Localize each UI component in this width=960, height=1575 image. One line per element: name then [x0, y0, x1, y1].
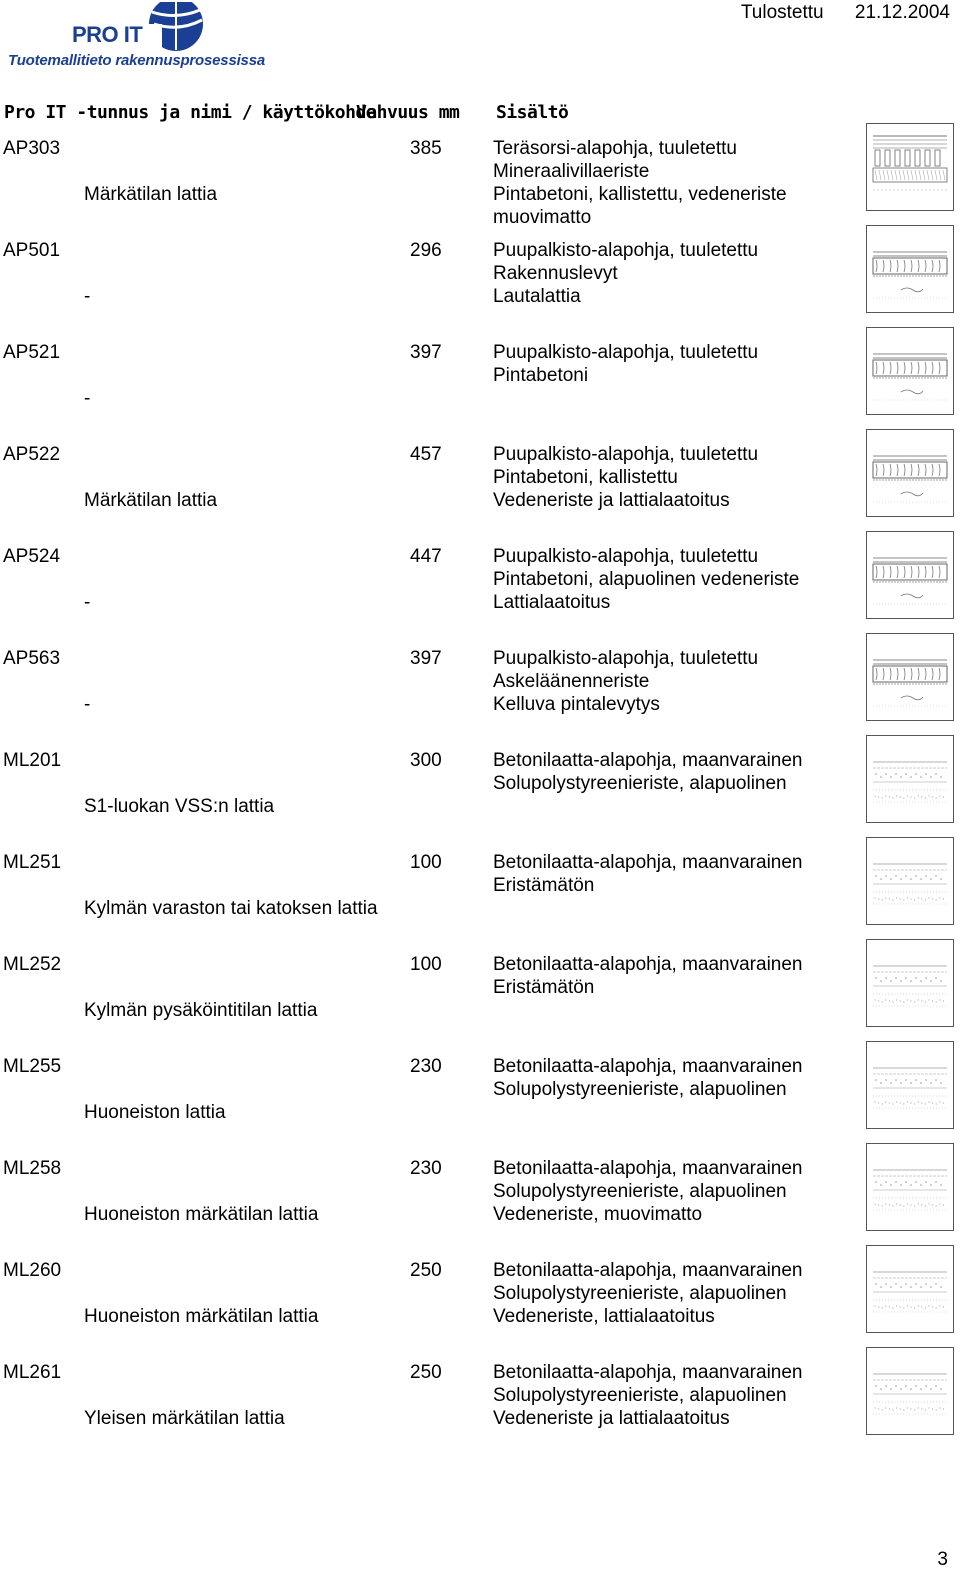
- content-line: Mineraalivillaeriste: [493, 161, 650, 182]
- content-line: Puupalkisto-alapohja, tuuletettu: [493, 342, 759, 363]
- content-line: Askeläänenneriste: [493, 671, 650, 692]
- structure-row: [0, 137, 960, 239]
- structure-content: [493, 749, 803, 795]
- structure-usage: Huoneiston märkätilan lattia: [84, 1306, 319, 1327]
- structure-usage: -: [84, 592, 91, 613]
- structure-code: ML255: [3, 1056, 62, 1077]
- structure-usage: Märkätilan lattia: [84, 490, 218, 511]
- structure-code: AP563: [3, 648, 61, 669]
- structure-usage: Kylmän pysäköintitilan lattia: [84, 1000, 318, 1021]
- structure-code: ML252: [3, 954, 62, 975]
- structure-row: [0, 749, 960, 851]
- content-line: Vedeneriste ja lattialaatoitus: [493, 490, 730, 511]
- ground-slab-section-icon: [866, 939, 954, 1027]
- content-line: Pintabetoni, alapuolinen vedeneriste: [493, 569, 800, 590]
- content-line: Rakennuslevyt: [493, 263, 618, 284]
- structure-code: AP501: [3, 240, 61, 261]
- structure-usage: Huoneiston märkätilan lattia: [84, 1204, 319, 1225]
- structure-content: [493, 1055, 803, 1101]
- structure-thickness: 250: [410, 1362, 442, 1383]
- structure-usage: Kylmän varaston tai katoksen lattia: [84, 898, 378, 919]
- structure-content: [493, 1259, 803, 1328]
- ground-slab-section-icon: [866, 735, 954, 823]
- content-line: Betonilaatta-alapohja, maanvarainen: [493, 1158, 803, 1179]
- structure-row: [0, 953, 960, 1055]
- timber-joist-floor-section-icon: [866, 633, 954, 721]
- structure-usage: -: [84, 694, 91, 715]
- structure-thickness: 300: [410, 750, 442, 771]
- structure-thickness: 385: [410, 138, 442, 159]
- structure-row: [0, 443, 960, 545]
- structure-row: [0, 545, 960, 647]
- content-line: Solupolystyreenieriste, alapuolinen: [493, 773, 787, 794]
- page-number: 3: [937, 1549, 948, 1570]
- structure-usage: Märkätilan lattia: [84, 184, 218, 205]
- structure-content: [493, 443, 758, 512]
- structure-usage: Huoneiston lattia: [84, 1102, 226, 1123]
- ground-slab-section-icon: [866, 1245, 954, 1333]
- content-line: Lautalattia: [493, 286, 581, 307]
- content-line: Eristämätön: [493, 875, 595, 896]
- structure-row: [0, 239, 960, 341]
- steel-joist-floor-section-icon: [866, 123, 954, 211]
- structure-row: [0, 1361, 960, 1463]
- structure-row: [0, 341, 960, 443]
- content-line: Eristämätön: [493, 977, 595, 998]
- column-header-id-name: Pro IT -tunnus ja nimi / käyttökohde: [4, 102, 377, 123]
- content-line: Solupolystyreenieriste, alapuolinen: [493, 1283, 787, 1304]
- structure-row: [0, 851, 960, 953]
- structure-thickness: 296: [410, 240, 442, 261]
- structure-code: AP524: [3, 546, 61, 567]
- content-line: Puupalkisto-alapohja, tuuletettu: [493, 546, 759, 567]
- structure-thickness: 100: [410, 852, 442, 873]
- structure-thickness: 100: [410, 954, 442, 975]
- structure-usage: -: [84, 286, 91, 307]
- content-line: Pintabetoni: [493, 365, 589, 386]
- printed-date: 21.12.2004: [854, 2, 950, 23]
- structure-code: AP522: [3, 444, 61, 465]
- content-line: Betonilaatta-alapohja, maanvarainen: [493, 1056, 803, 1077]
- structure-content: [493, 545, 799, 614]
- content-line: Betonilaatta-alapohja, maanvarainen: [493, 954, 803, 975]
- structure-thickness: 250: [410, 1260, 442, 1281]
- structure-code: AP303: [3, 138, 61, 159]
- content-line: Solupolystyreenieriste, alapuolinen: [493, 1079, 787, 1100]
- content-line: Lattialaatoitus: [493, 592, 611, 613]
- content-line: Pintabetoni, kallistettu: [493, 467, 678, 488]
- structure-content: [493, 953, 803, 999]
- content-line: Kelluva pintalevytys: [493, 694, 660, 715]
- ground-slab-section-icon: [866, 1041, 954, 1129]
- structure-content: [493, 1361, 803, 1430]
- structure-usage: S1-luokan VSS:n lattia: [84, 796, 275, 817]
- print-info: [741, 2, 950, 24]
- structure-code: ML258: [3, 1158, 62, 1179]
- content-line: Vedeneriste, muovimatto: [493, 1204, 703, 1225]
- ground-slab-section-icon: [866, 1143, 954, 1231]
- timber-joist-floor-section-icon: [866, 429, 954, 517]
- pro-it-logo: [4, 2, 274, 70]
- content-line: Solupolystyreenieriste, alapuolinen: [493, 1385, 787, 1406]
- content-line: Teräsorsi-alapohja, tuuletettu: [493, 138, 737, 159]
- timber-joist-floor-section-icon: [866, 531, 954, 619]
- structure-row: [0, 647, 960, 749]
- structure-row: [0, 1157, 960, 1259]
- content-line: Puupalkisto-alapohja, tuuletettu: [493, 648, 759, 669]
- structure-thickness: 397: [410, 342, 442, 363]
- structure-code: ML251: [3, 852, 62, 873]
- structure-content: [493, 341, 758, 387]
- ground-slab-section-icon: [866, 837, 954, 925]
- structure-code: ML261: [3, 1362, 62, 1383]
- content-line: Betonilaatta-alapohja, maanvarainen: [493, 852, 803, 873]
- structure-row: [0, 1259, 960, 1361]
- structure-content: [493, 1157, 803, 1226]
- content-line: muovimatto: [493, 207, 592, 228]
- column-header-thickness: Vahvuus mm: [356, 102, 460, 123]
- structure-thickness: 457: [410, 444, 442, 465]
- structure-content: [493, 647, 758, 716]
- content-line: Puupalkisto-alapohja, tuuletettu: [493, 444, 759, 465]
- timber-joist-floor-section-icon: [866, 225, 954, 313]
- brand-tagline: Tuotemallitieto rakennusprosessissa: [8, 52, 265, 69]
- structure-content: [493, 239, 758, 308]
- structure-usage: Yleisen märkätilan lattia: [84, 1408, 285, 1429]
- content-line: Pintabetoni, kallistettu, vedeneriste: [493, 184, 787, 205]
- printed-label: Tulostettu: [740, 2, 824, 23]
- structure-usage: -: [84, 388, 91, 409]
- structure-thickness: 230: [410, 1158, 442, 1179]
- content-line: Vedeneriste, lattialaatoitus: [493, 1306, 715, 1327]
- timber-joist-floor-section-icon: [866, 327, 954, 415]
- brand-name: PRO IT: [72, 22, 143, 47]
- structure-content: [493, 137, 787, 229]
- structure-thickness: 230: [410, 1056, 442, 1077]
- content-line: Betonilaatta-alapohja, maanvarainen: [493, 1260, 803, 1281]
- content-line: Betonilaatta-alapohja, maanvarainen: [493, 750, 803, 771]
- structure-row: [0, 1055, 960, 1157]
- content-line: Puupalkisto-alapohja, tuuletettu: [493, 240, 759, 261]
- content-line: Betonilaatta-alapohja, maanvarainen: [493, 1362, 803, 1383]
- structure-thickness: 447: [410, 546, 442, 567]
- column-header-content: Sisältö: [496, 102, 569, 123]
- structure-content: [493, 851, 803, 897]
- ground-slab-section-icon: [866, 1347, 954, 1435]
- structure-code: ML260: [3, 1260, 62, 1281]
- structure-code: ML201: [3, 750, 62, 771]
- structure-code: AP521: [3, 342, 61, 363]
- content-line: Vedeneriste ja lattialaatoitus: [493, 1408, 730, 1429]
- structure-thickness: 397: [410, 648, 442, 669]
- content-line: Solupolystyreenieriste, alapuolinen: [493, 1181, 787, 1202]
